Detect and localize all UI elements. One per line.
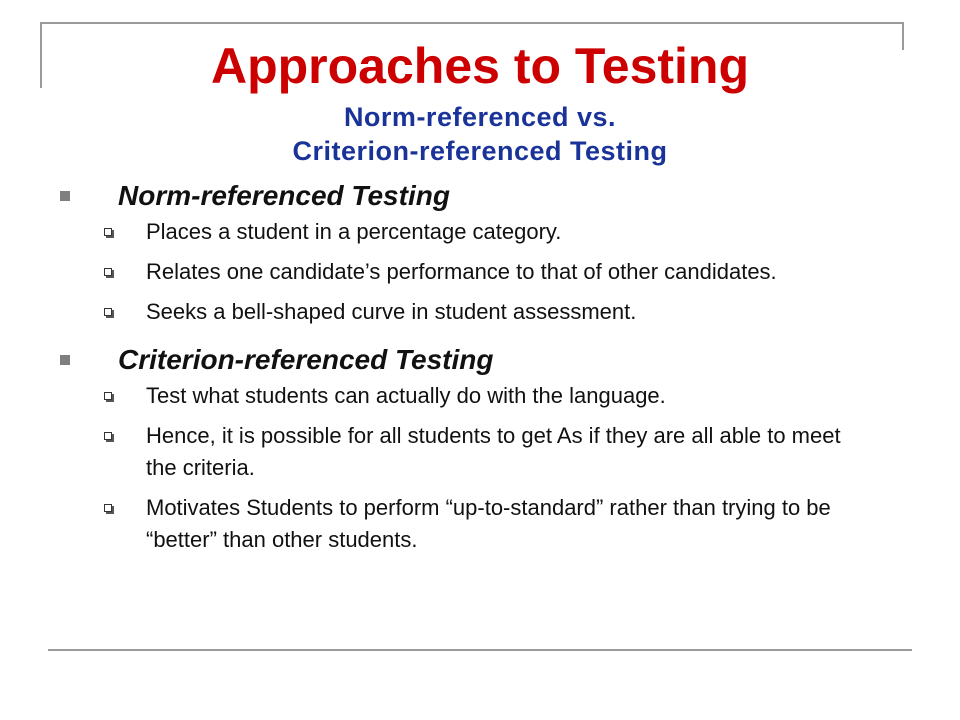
slide-content <box>60 176 860 564</box>
subtitle-line-2: Criterion-referenced Testing <box>292 136 668 166</box>
list-item-text: Relates one candidate’s performance to that of other candidates. <box>146 259 777 284</box>
checkbox-bullet-icon <box>104 308 112 316</box>
section-criterion-referenced <box>60 340 860 556</box>
checkbox-bullet-icon <box>104 392 112 400</box>
list-item <box>60 296 860 328</box>
list-item <box>60 216 860 248</box>
list-item-text: Seeks a bell-shaped curve in student assessment. <box>146 299 637 324</box>
section-heading-text: Criterion-referenced Testing <box>118 344 494 375</box>
section-heading <box>60 340 860 380</box>
checkbox-bullet-icon <box>104 268 112 276</box>
list-item <box>60 256 860 288</box>
slide-title: Approaches to Testing <box>210 38 749 94</box>
section-heading-text: Norm-referenced Testing <box>118 180 450 211</box>
frame-bottom-line <box>48 649 912 651</box>
checkbox-bullet-icon <box>104 432 112 440</box>
checkbox-bullet-icon <box>104 228 112 236</box>
list-item-text: Places a student in a percentage category. <box>146 219 562 244</box>
checkbox-bullet-icon <box>104 504 112 512</box>
square-bullet-icon <box>60 191 70 201</box>
slide-subtitle <box>0 100 960 168</box>
section-heading <box>60 176 860 216</box>
frame-top-line <box>40 22 904 24</box>
list-item-text: Test what students can actually do with the language. <box>146 383 666 408</box>
list-item <box>60 380 860 412</box>
list-item-text: Motivates Students to perform “up-to-standard” rather than trying to be “better” than other students. <box>146 495 831 552</box>
square-bullet-icon <box>60 355 70 365</box>
subtitle-line-1: Norm-referenced vs. <box>343 102 617 132</box>
list-item <box>60 492 860 556</box>
list-item <box>60 420 860 484</box>
list-item-text: Hence, it is possible for all students to get As if they are all able to meet the criteria. <box>146 423 841 480</box>
section-norm-referenced <box>60 176 860 328</box>
